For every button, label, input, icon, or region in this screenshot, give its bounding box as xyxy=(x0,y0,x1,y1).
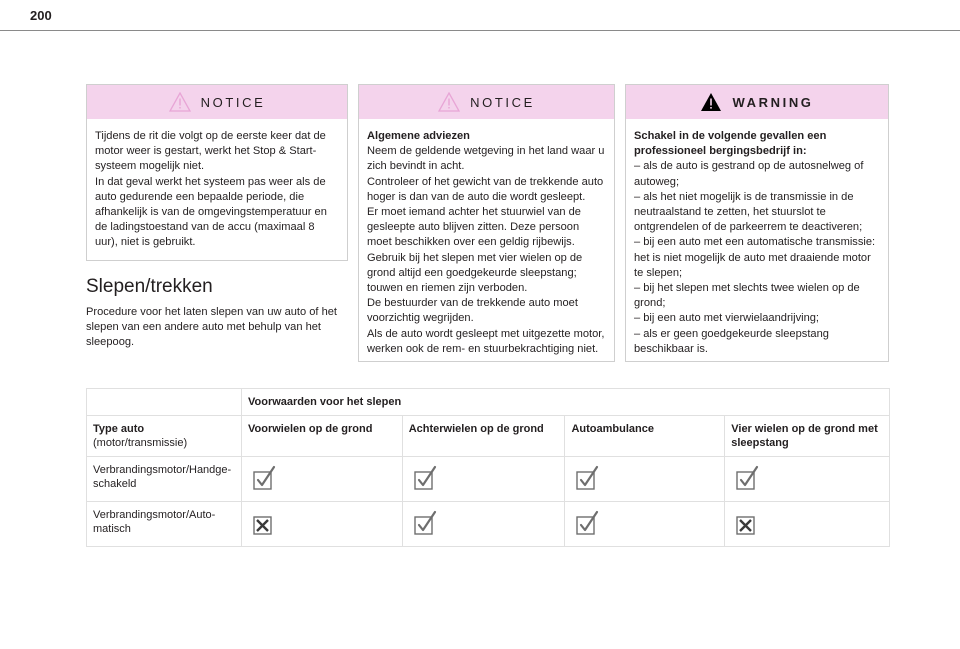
mark-cell xyxy=(565,457,725,502)
mark-cell xyxy=(402,502,565,547)
mark-cell xyxy=(725,457,890,502)
warning-subtitle: Schakel in de volgende gevallen een professioneel bergingsbedrijf in: xyxy=(634,130,827,158)
table-empty-corner xyxy=(87,389,242,416)
notice-text: Neem de geldende wetgeving in het land waar u zich bevindt in acht. Controleer of het gewicht van de trekkende auto hoger is dan van de auto die wordt gesleept. Er moet iemand achter het stuurwiel van de gesleepte auto blijven zitten. Deze persoon moet beschikken over een geldig rijbewijs. Gebruik bij het slepen met vier wielen op de grond altijd een goedgekeurde sleepstang; touwen en riemen zijn verboden. De bestuurder van de trekkende auto moet voorzichtig wegrijden. Als de auto wordt gesleept met uitgezette motor, werken ook de rem- en stuurbekrachtiging niet. xyxy=(367,145,605,355)
caution-triangle-icon xyxy=(438,92,460,112)
top-rule xyxy=(0,30,960,31)
checkmark-icon xyxy=(413,510,439,536)
vehicle-type-label: Type auto xyxy=(93,423,145,435)
caution-triangle-icon xyxy=(169,92,191,112)
section-title: Slepen/trekken xyxy=(86,276,213,297)
table-row xyxy=(87,457,890,502)
notice-header xyxy=(359,85,614,119)
column-header: Autoambulance xyxy=(565,416,725,457)
warning-box xyxy=(625,84,889,362)
checkmark-icon xyxy=(413,465,439,491)
notice-subtitle: Algemene adviezen xyxy=(367,130,470,142)
checkmark-icon xyxy=(575,465,601,491)
cross-icon xyxy=(252,510,278,536)
checkmark-icon xyxy=(735,465,761,491)
column-header: Voorwielen op de grond xyxy=(241,416,402,457)
column-header-vehicle-type xyxy=(87,416,242,457)
mark-cell xyxy=(402,457,565,502)
mark-cell xyxy=(241,457,402,502)
page-number: 200 xyxy=(30,8,52,23)
notice-text: Tijdens de rit die volgt op de eerste keer dat de motor weer is gestart, werkt het Stop & Start-systeem mogelijk niet. In dat geval werkt het systeem pas weer als de auto gedurende een bepaalde periode, die afhankelijk is van de omgevingstemperatuur en de ladingstoestand van de accu (maximaal 8 uur), niet is gebruikt. xyxy=(95,130,327,249)
notice-heading: NOTICE xyxy=(200,94,266,110)
mark-cell xyxy=(565,502,725,547)
mark-cell xyxy=(725,502,890,547)
column-header: Vier wielen op de grond met sleepstang xyxy=(725,416,890,457)
notice-box-general-advice xyxy=(358,84,615,362)
row-vehicle-type: Verbrandingsmotor/Handgeschakeld xyxy=(87,457,242,502)
mark-cell xyxy=(241,502,402,547)
table-caption: Voorwaarden voor het slepen xyxy=(241,389,889,416)
notice-header xyxy=(87,85,347,119)
warning-text: – als de auto is gestrand op de autosnelweg of autoweg; – als het niet mogelijk is de transmissie in de neutraalstand te zetten, het stuurslot te ontgrendelen of de parkeerrem te deactiveren; – bij een auto met een automatische transmissie: het is niet mogelijk de auto met draaiende motor te slepen; – bij het slepen met slechts twee wielen op de grond; – bij een auto met vierwielaandrijving; – als er geen goedgekeurde sleepstang beschikbaar is. xyxy=(634,160,876,355)
section-text: Procedure voor het laten slepen van uw auto of het slepen van een andere auto met behulp van het sleepoog. xyxy=(86,306,338,349)
vehicle-type-sublabel: (motor/transmissie) xyxy=(93,437,188,449)
row-vehicle-type: Verbrandingsmotor/Automatisch xyxy=(87,502,242,547)
notice-heading: NOTICE xyxy=(470,94,535,110)
checkmark-icon xyxy=(575,510,601,536)
towing-conditions-table xyxy=(86,388,890,547)
warning-heading: WARNING xyxy=(732,94,814,110)
checkmark-icon xyxy=(252,465,278,491)
table-row xyxy=(87,502,890,547)
warning-triangle-icon xyxy=(700,92,722,112)
cross-icon xyxy=(735,510,761,536)
notice-box-stop-start xyxy=(86,84,348,261)
column-header: Achterwielen op de grond xyxy=(402,416,565,457)
warning-header xyxy=(626,85,888,119)
